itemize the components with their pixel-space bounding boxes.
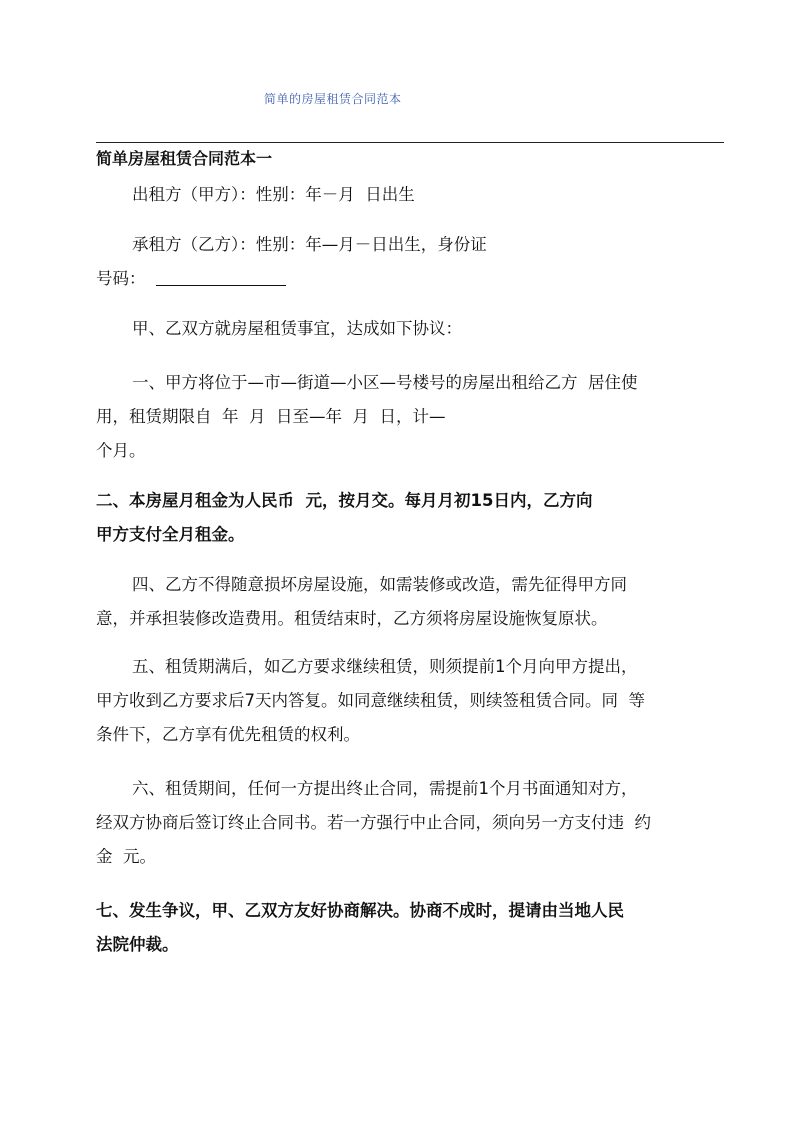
clause-line: 金 元。: [96, 847, 156, 866]
clause-line: 意，并承担装修改造费用。租赁结束时，乙方须将房屋设施恢复原状。: [96, 609, 608, 628]
clause-line: 甲方收到乙方要求后7天内答复。如同意继续租赁，则续签租赁合同。同 等: [96, 691, 645, 710]
clause-line: 二、本房屋月租金为人民币 元，按月交。每月月初15日内，乙方向: [96, 491, 593, 510]
id-number-label: 号码：: [96, 269, 146, 288]
clause-4: [96, 568, 726, 636]
id-number-blank: [156, 267, 286, 286]
clause-5: [96, 650, 726, 752]
lessor-paragraph: [96, 178, 726, 212]
clause-2: [96, 484, 726, 552]
clause-line: 法院仲裁。: [96, 935, 179, 954]
agreement-intro-paragraph: [96, 312, 726, 346]
clause-line: 一、甲方将位于—市—街道—小区—号楼号的房屋出租给乙方 居住使: [132, 373, 638, 392]
clause-line: 用，租赁期限自 年 月 日至—年 月 日，计—: [96, 407, 446, 426]
clause-line: 七、发生争议，甲、乙双方友好协商解决。协商不成时，提请由当地人民: [96, 901, 624, 920]
lessee-line-2: [96, 262, 726, 296]
clause-line: 五、租赁期满后，如乙方要求继续租赁，则须提前1个月向甲方提出，: [132, 657, 638, 676]
clause-line: 个月。: [96, 441, 146, 460]
header-divider: [96, 142, 724, 143]
agreement-intro: 甲、乙双方就房屋租赁事宜，达成如下协议：: [132, 319, 462, 338]
clause-7: [96, 894, 726, 962]
clause-line: 经双方协商后签订终止合同书。若一方强行中止合同，须向另一方支付违 约: [96, 813, 651, 832]
clause-line: 条件下，乙方享有优先租赁的权利。: [96, 725, 360, 744]
clause-6: [96, 772, 726, 874]
running-header: 简单的房屋租赁合同范本: [264, 92, 402, 106]
clause-line: 四、乙方不得随意损坏房屋设施，如需装修或改造，需先征得甲方同: [132, 575, 627, 594]
clause-1: [96, 366, 726, 468]
clause-line: 甲方支付全月租金。: [96, 525, 245, 544]
lessee-paragraph: [96, 228, 726, 296]
lessor-line: 出租方（甲方）：性别：年－月 日出生: [132, 185, 415, 204]
document-title: 简单房屋租赁合同范本一: [96, 149, 273, 168]
lessee-line-1: 承租方（乙方）：性别：年—月－日出生，身份证: [132, 235, 487, 254]
clause-line: 六、租赁期间，任何一方提出终止合同，需提前1个月书面通知对方，: [132, 779, 638, 798]
